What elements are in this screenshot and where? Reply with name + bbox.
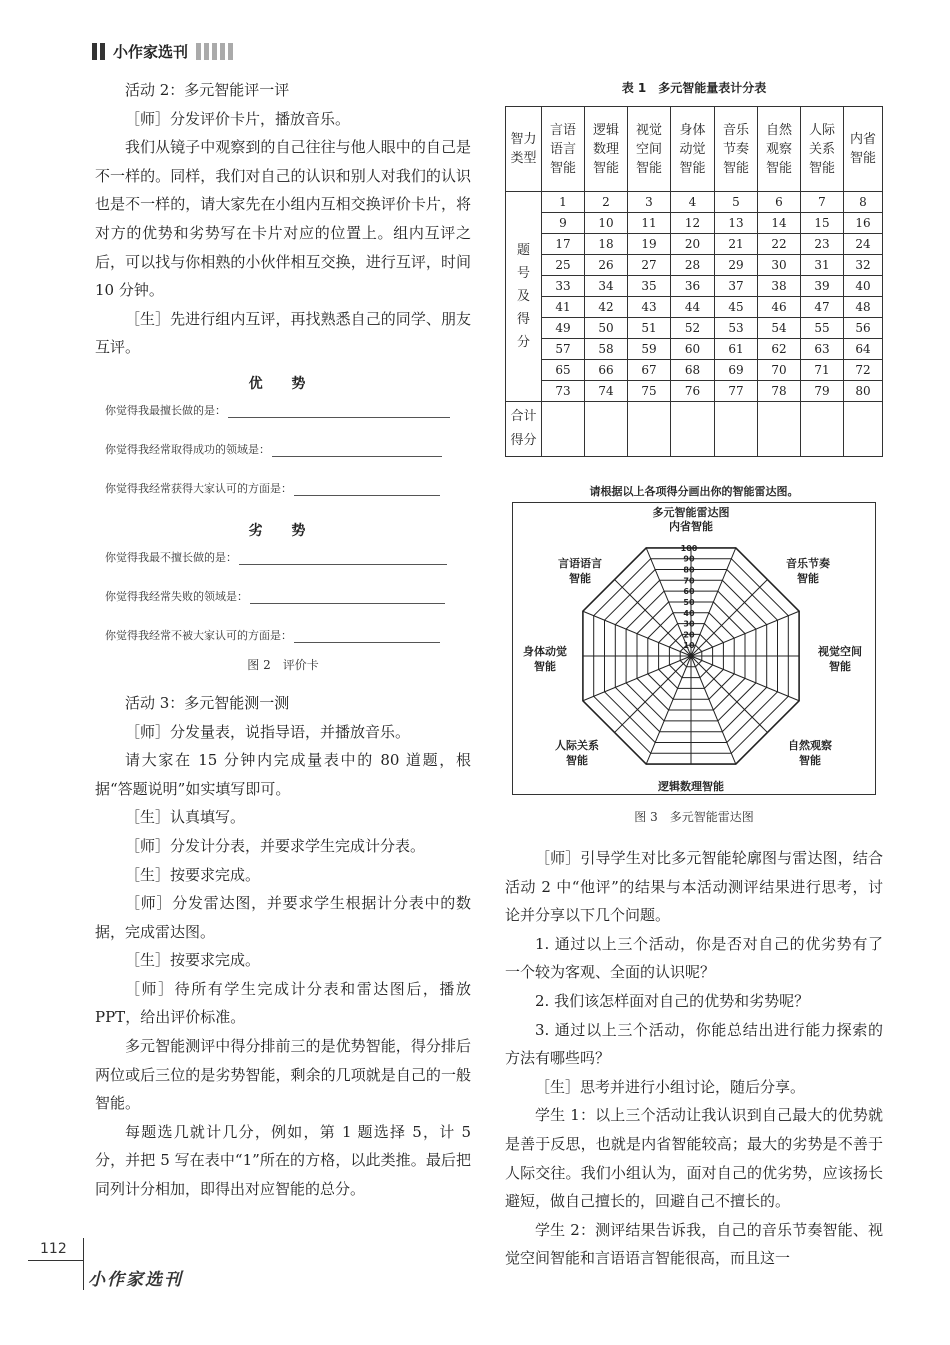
- card-field: [105, 551, 471, 565]
- card-field: [105, 629, 471, 643]
- table-cell: 7: [801, 192, 844, 213]
- paragraph: ［师］分发计分表，并要求学生完成计分表。: [125, 836, 426, 855]
- card-field: [105, 590, 471, 604]
- card-field-label: 你觉得我经常取得成功的领域是：: [105, 442, 270, 456]
- table-header-cell: 内省 智能: [844, 107, 883, 192]
- table-cell: 38: [758, 276, 801, 297]
- table-cell: 42: [585, 297, 628, 318]
- figure-caption: 图 3 多元智能雷达图: [634, 810, 754, 824]
- card-blank-line: [239, 552, 447, 565]
- table-cell: 16: [844, 213, 883, 234]
- radar-axis-label-visual: 视觉空间: [818, 645, 862, 658]
- table-row: [506, 381, 883, 402]
- table-cell: 32: [844, 255, 883, 276]
- table-cell: 29: [715, 255, 758, 276]
- radar-tick-label: 70: [683, 576, 695, 586]
- radar-axis-label-music-line2: 智能: [797, 572, 819, 585]
- paragraph: 多元智能测评中得分排前三的是优势智能，得分排后两位或后三位的是劣势智能，剩余的几项就是自己的一般智能。: [95, 1037, 471, 1113]
- table-cell: 56: [844, 318, 883, 339]
- table-cell: 58: [585, 339, 628, 360]
- table-cell: 39: [801, 276, 844, 297]
- table-cell: 11: [628, 213, 671, 234]
- table-header-row: [506, 107, 883, 192]
- paragraph: 学生 2：测评结果告诉我，自己的音乐节奏智能、视觉空间智能和言语语言智能很高，而且这一: [505, 1220, 883, 1268]
- paragraph: 学生 1：以上三个活动让我认识到自己最大的优势就是善于反思，也就是内省智能较高；最大的劣势是不善于人际交往。我们小组认为，面对自己的优劣势，应该扬长避短，做自己擅长的，回避自己不擅长的。: [505, 1106, 883, 1211]
- header-bars-light-icon: [196, 43, 233, 60]
- card-disadvantage-title: 劣 势: [248, 522, 318, 539]
- radar-axis-label-logic: 逻辑数理智能: [658, 780, 724, 793]
- table-cell: 66: [585, 360, 628, 381]
- magazine-title: 小作家选刊: [113, 42, 189, 61]
- table-cell: 76: [671, 381, 715, 402]
- table-cell: 17: [542, 234, 585, 255]
- table-cell: 55: [801, 318, 844, 339]
- radar-tick-label: 20: [683, 630, 695, 640]
- card-blank-line: [294, 630, 440, 643]
- table-total-cell: [801, 402, 844, 457]
- paragraph: ［生］认真填写。: [125, 808, 246, 827]
- table-cell: 45: [715, 297, 758, 318]
- table-cell: 74: [585, 381, 628, 402]
- card-field-label: 你觉得我最擅长做的是：: [105, 403, 226, 417]
- paragraph: 活动 2：多元智能评一评: [125, 81, 290, 99]
- table-cell: 6: [758, 192, 801, 213]
- table-cell: 18: [585, 234, 628, 255]
- table-cell: 21: [715, 234, 758, 255]
- table-cell: 52: [671, 318, 715, 339]
- radar-tick-label: 90: [683, 554, 695, 564]
- table-cell: 53: [715, 318, 758, 339]
- radar-axis-label-inter: 人际关系: [555, 739, 599, 752]
- table-total-cell: [628, 402, 671, 457]
- table-side-label: 题 号 及 得 分: [506, 192, 542, 402]
- table-cell: 44: [671, 297, 715, 318]
- card-field-label: 你觉得我经常获得大家认可的方面是：: [105, 481, 292, 495]
- table-total-label: 合计 得分: [506, 402, 542, 457]
- paragraph: 活动 3：多元智能测一测: [125, 693, 290, 712]
- table-cell: 72: [844, 360, 883, 381]
- table-cell: 43: [628, 297, 671, 318]
- card-blank-line: [250, 591, 445, 604]
- table-header-cell: 身体 动觉 智能: [671, 107, 715, 192]
- table-cell: 78: [758, 381, 801, 402]
- table-cell: 28: [671, 255, 715, 276]
- table-row: [506, 234, 883, 255]
- table-header-cell: 人际 关系 智能: [801, 107, 844, 192]
- table-row: [506, 213, 883, 234]
- radar-chart: [513, 503, 875, 794]
- radar-title: 多元智能雷达图: [652, 506, 730, 519]
- table-cell: 8: [844, 192, 883, 213]
- table-cell: 13: [715, 213, 758, 234]
- table-header-cell: 视觉 空间 智能: [628, 107, 671, 192]
- card-field-label: 你觉得我经常不被大家认可的方面是：: [105, 628, 292, 642]
- card-field: [105, 443, 471, 457]
- table-cell: 12: [671, 213, 715, 234]
- table-row: [506, 339, 883, 360]
- table-total-row: [506, 402, 883, 457]
- page-footer: [28, 1238, 228, 1298]
- table-cell: 34: [585, 276, 628, 297]
- table-total-cell: [671, 402, 715, 457]
- radar-axis-label-nature: 自然观察: [788, 739, 832, 752]
- table-cell: 27: [628, 255, 671, 276]
- table-cell: 31: [801, 255, 844, 276]
- radar-instruction: 请根据以上各项得分画出你的智能雷达图。: [589, 485, 799, 498]
- paragraph: 请大家在 15 分钟内完成量表中的 80 道题，根据“答题说明”如实填写即可。: [95, 751, 471, 798]
- radar-tick-label: 50: [683, 597, 695, 607]
- table-cell: 40: [844, 276, 883, 297]
- table-cell: 62: [758, 339, 801, 360]
- table-header-cell: 逻辑 数理 智能: [585, 107, 628, 192]
- table-cell: 67: [628, 360, 671, 381]
- table-cell: 1: [542, 192, 585, 213]
- table-cell: 36: [671, 276, 715, 297]
- paragraph: ［生］按要求完成。: [125, 865, 261, 884]
- table-total-cell: [758, 402, 801, 457]
- table-cell: 22: [758, 234, 801, 255]
- footer-divider: [83, 1238, 84, 1290]
- table-cell: 4: [671, 192, 715, 213]
- paragraph: ［生］按要求完成。: [125, 951, 261, 970]
- table-total-cell: [542, 402, 585, 457]
- table-header-cell: 言语 语言 智能: [542, 107, 585, 192]
- table-total-cell: [844, 402, 883, 457]
- table-row: [506, 276, 883, 297]
- paragraph: 2. 我们该怎样面对自己的优势和劣势呢？: [535, 991, 810, 1010]
- card-blank-line: [294, 483, 440, 496]
- right-column: [505, 844, 883, 1273]
- radar-axis-label-inter-line2: 智能: [566, 754, 588, 767]
- radar-tick-label: 40: [683, 608, 695, 618]
- radar-chart-box: [512, 502, 876, 795]
- radar-axis-label-visual-line2: 智能: [829, 660, 851, 673]
- radar-tick-label: 80: [683, 565, 695, 575]
- card-field: [105, 482, 471, 496]
- table-cell: 33: [542, 276, 585, 297]
- table-cell: 30: [758, 255, 801, 276]
- table-cell: 61: [715, 339, 758, 360]
- table-cell: 5: [715, 192, 758, 213]
- table-cell: 77: [715, 381, 758, 402]
- score-table: [505, 106, 883, 457]
- table-corner-cell: 智力 类型: [506, 107, 542, 192]
- table-cell: 79: [801, 381, 844, 402]
- radar-tick-label: 10: [683, 641, 695, 651]
- table-cell: 69: [715, 360, 758, 381]
- table-row: [506, 297, 883, 318]
- footer-brand: 小作家选刊: [88, 1270, 183, 1290]
- table-cell: 60: [671, 339, 715, 360]
- running-header: [92, 40, 233, 62]
- table-cell: 50: [585, 318, 628, 339]
- table-cell: 46: [758, 297, 801, 318]
- table-cell: 25: [542, 255, 585, 276]
- radar-axis-label-intro: 内省智能: [669, 520, 713, 533]
- card-advantage-title: 优 势: [248, 375, 318, 392]
- table-cell: 23: [801, 234, 844, 255]
- evaluation-card: [95, 374, 471, 673]
- paragraph: ［生］思考并进行小组讨论，随后分享。: [535, 1077, 806, 1096]
- radar-axis-label-verbal: 言语语言: [558, 557, 602, 570]
- paragraph: ［师］分发雷达图，并要求学生根据计分表中的数据，完成雷达图。: [95, 894, 471, 941]
- card-blank-line: [228, 405, 450, 418]
- card-field: [105, 404, 471, 418]
- table-cell: 35: [628, 276, 671, 297]
- table-cell: 71: [801, 360, 844, 381]
- table-cell: 15: [801, 213, 844, 234]
- table-cell: 64: [844, 339, 883, 360]
- table-cell: 80: [844, 381, 883, 402]
- card-field-label: 你觉得我经常失败的领域是：: [105, 589, 248, 603]
- table-cell: 48: [844, 297, 883, 318]
- page-number: 112: [40, 1241, 67, 1257]
- table-cell: 63: [801, 339, 844, 360]
- paragraph: 每题选几就计几分，例如，第 1 题选择 5，计 5 分，并把 5 写在表中“1”所在的方格，以此类推。最后把同列计分相加，即得出对应智能的总分。: [95, 1122, 471, 1199]
- paragraph: ［师］分发评价卡片，播放音乐。: [125, 109, 351, 128]
- table-cell: 75: [628, 381, 671, 402]
- radar-tick-label: 30: [683, 619, 695, 629]
- table-cell: 68: [671, 360, 715, 381]
- table-cell: 24: [844, 234, 883, 255]
- footer-rule: [28, 1260, 83, 1261]
- paragraph: ［生］先进行组内互评，再找熟悉自己的同学、朋友互评。: [95, 309, 471, 357]
- radar-axis-label-music: 音乐节奏: [786, 557, 830, 570]
- paragraph: 1. 通过以上三个活动，你是否对自己的优劣势有了一个较为客观、全面的认识呢？: [505, 934, 883, 982]
- table-cell: 73: [542, 381, 585, 402]
- table-header-cell: 自然 观察 智能: [758, 107, 801, 192]
- card-blank-line: [272, 444, 442, 457]
- radar-tick-label: 100: [680, 543, 698, 553]
- table-caption: 表 1 多元智能量表计分表: [621, 81, 767, 95]
- radar-axis-label-nature-line2: 智能: [799, 754, 821, 767]
- table-cell: 26: [585, 255, 628, 276]
- paragraph: ［师］分发量表，说指导语，并播放音乐。: [125, 722, 411, 741]
- figure-caption: 图 2 评价卡: [247, 657, 319, 672]
- table-cell: 65: [542, 360, 585, 381]
- table-cell: 49: [542, 318, 585, 339]
- table-row: [506, 318, 883, 339]
- table-cell: 20: [671, 234, 715, 255]
- radar-tick-label: 60: [683, 587, 695, 597]
- table-cell: 70: [758, 360, 801, 381]
- table-cell: 51: [628, 318, 671, 339]
- radar-axis-label-verbal-line2: 智能: [569, 572, 591, 585]
- table-cell: 54: [758, 318, 801, 339]
- table-row: [506, 192, 883, 213]
- table-cell: 3: [628, 192, 671, 213]
- table-total-cell: [585, 402, 628, 457]
- table-cell: 57: [542, 339, 585, 360]
- card-field-label: 你觉得我最不擅长做的是：: [105, 550, 237, 564]
- radar-axis-label-body: 身体动觉: [523, 645, 567, 658]
- table-cell: 41: [542, 297, 585, 318]
- header-bars-icon: [92, 43, 105, 60]
- paragraph: 3. 通过以上三个活动，你能总结出进行能力探索的方法有哪些吗？: [505, 1020, 883, 1068]
- paragraph: ［师］引导学生对比多元智能轮廓图与雷达图，结合活动 2 中“他评”的结果与本活动测评结果进行思考，讨论并分享以下几个问题。: [505, 849, 883, 925]
- table-header-cell: 音乐 节奏 智能: [715, 107, 758, 192]
- table-cell: 10: [585, 213, 628, 234]
- table-cell: 47: [801, 297, 844, 318]
- paragraph: ［师］待所有学生完成计分表和雷达图后，播放 PPT，给出评价标准。: [95, 979, 471, 1027]
- table-cell: 19: [628, 234, 671, 255]
- table-cell: 37: [715, 276, 758, 297]
- table-cell: 14: [758, 213, 801, 234]
- table-cell: 59: [628, 339, 671, 360]
- table-total-cell: [715, 402, 758, 457]
- radar-axis-label-body-line2: 智能: [534, 660, 556, 673]
- table-row: [506, 255, 883, 276]
- table-cell: 9: [542, 213, 585, 234]
- left-column: [95, 76, 471, 1204]
- table-cell: 2: [585, 192, 628, 213]
- table-row: [506, 360, 883, 381]
- paragraph: 我们从镜子中观察到的自己往往与他人眼中的自己是不一样的。同样，我们对自己的认识和别人对我们的认识也是不一样的，请大家先在小组内互相交换评价卡片，将对方的优势和劣势写在卡片对应的位置上。组内互评之后，可以找与你相熟的小伙伴相互交换，进行互评，时间 10 分钟。: [95, 138, 471, 300]
